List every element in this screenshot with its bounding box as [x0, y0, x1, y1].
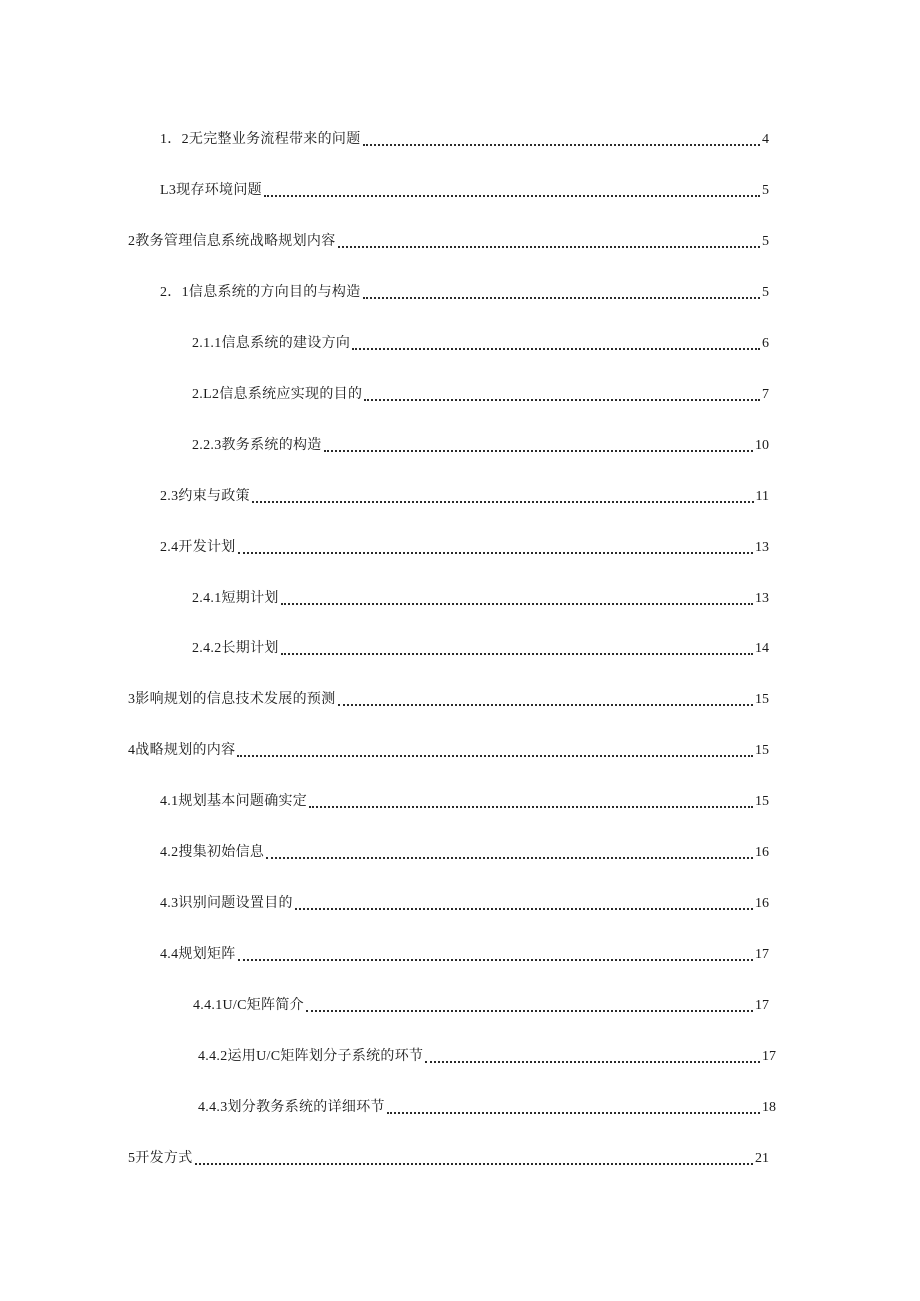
dot-leader — [306, 998, 753, 1012]
dot-leader — [237, 743, 753, 757]
toc-entry-title: 3影响规划的信息技术发展的预测 — [128, 692, 336, 707]
toc-entry-title: 2教务管理信息系统战略规划内容 — [128, 234, 336, 249]
toc-entry[interactable] — [198, 1041, 776, 1067]
dot-leader — [363, 132, 761, 146]
dot-leader — [309, 794, 753, 808]
dot-leader — [295, 896, 753, 910]
toc-entry[interactable] — [160, 786, 769, 812]
toc-entry-page: 13 — [755, 591, 769, 606]
dot-leader — [281, 591, 753, 605]
toc-entry[interactable] — [160, 837, 769, 863]
dot-leader — [425, 1049, 760, 1063]
toc-entry-title: 1．2无完整业务流程带来的问题 — [160, 132, 361, 147]
dot-leader — [238, 947, 753, 961]
toc-entry-page: 16 — [755, 896, 769, 911]
toc-entry-page: 7 — [762, 387, 769, 402]
toc-entry-page: 4 — [762, 132, 769, 147]
toc-entry-page: 15 — [755, 794, 769, 809]
toc-entry[interactable] — [160, 532, 769, 558]
toc-entry-title: 2.2.3教务系统的构造 — [192, 438, 322, 453]
toc-entry-page: 21 — [755, 1151, 769, 1166]
toc-entry[interactable] — [192, 633, 769, 659]
toc-entry[interactable] — [198, 1092, 776, 1118]
toc-entry-page: 16 — [755, 845, 769, 860]
toc-entry[interactable] — [160, 939, 769, 965]
toc-entry-page: 15 — [755, 692, 769, 707]
dot-leader — [238, 540, 753, 554]
toc-entry-title: 2.1.1信息系统的建设方向 — [192, 336, 351, 351]
toc-entry-title: 4.4.1U/C矩阵简介 — [193, 998, 304, 1013]
toc-entry-title: 4.4.2运用U/C矩阵划分子系统的环节 — [198, 1049, 424, 1064]
toc-entry-page: 13 — [755, 540, 769, 555]
toc-entry-page: 11 — [755, 489, 769, 504]
toc-entry-page: 5 — [762, 285, 769, 300]
dot-leader — [195, 1151, 754, 1165]
toc-entry-title: 2.4开发计划 — [160, 540, 236, 555]
toc-entry-title: L3现存环境问题 — [160, 183, 262, 198]
dot-leader — [324, 438, 753, 452]
toc-entry[interactable] — [160, 888, 769, 914]
toc-entry[interactable] — [193, 990, 769, 1016]
toc-entry-page: 15 — [755, 743, 769, 758]
toc-entry[interactable] — [192, 379, 769, 405]
toc-entry-title: 2．1信息系统的方向目的与构造 — [160, 285, 361, 300]
toc-entry[interactable] — [160, 175, 769, 201]
toc-entry[interactable] — [128, 735, 769, 761]
toc-entry-page: 18 — [762, 1100, 776, 1115]
toc-entry-title: 4.2搜集初始信息 — [160, 845, 265, 860]
toc-entry[interactable] — [160, 481, 769, 507]
toc-entry-page: 17 — [762, 1049, 776, 1064]
toc-entry[interactable] — [192, 583, 769, 609]
toc-entry[interactable] — [128, 684, 769, 710]
toc-entry[interactable] — [160, 124, 769, 150]
toc-entry[interactable] — [192, 328, 769, 354]
toc-entry-title: 2.3约束与政策 — [160, 489, 250, 504]
toc-entry[interactable] — [160, 277, 769, 303]
toc-entry-title: 4.4规划矩阵 — [160, 947, 236, 962]
dot-leader — [264, 183, 760, 197]
toc-entry-page: 17 — [755, 947, 769, 962]
toc-entry-page: 6 — [762, 336, 769, 351]
dot-leader — [338, 234, 761, 248]
toc-entry-title: 4战略规划的内容 — [128, 743, 236, 758]
dot-leader — [352, 336, 760, 350]
toc-entry-title: 4.1规划基本问题确实定 — [160, 794, 308, 809]
dot-leader — [252, 489, 754, 503]
toc-entry-page: 10 — [755, 438, 769, 453]
toc-entry-page: 17 — [755, 998, 769, 1013]
dot-leader — [281, 641, 753, 655]
toc-entry-title: 2.4.2长期计划 — [192, 641, 279, 656]
toc-entry-title: 2.4.1短期计划 — [192, 591, 279, 606]
dot-leader — [364, 387, 760, 401]
toc-entry-page: 14 — [755, 641, 769, 656]
toc-entry[interactable] — [128, 1143, 769, 1169]
toc-entry-title: 4.3识别问题设置目的 — [160, 896, 293, 911]
toc-entry[interactable] — [192, 430, 769, 456]
toc-entry-page: 5 — [762, 183, 769, 198]
dot-leader — [363, 285, 761, 299]
dot-leader — [338, 692, 754, 706]
toc-entry[interactable] — [128, 226, 769, 252]
dot-leader — [387, 1100, 760, 1114]
toc-entry-title: 4.4.3划分教务系统的详细环节 — [198, 1100, 385, 1115]
toc-entry-title: 2.L2信息系统应实现的目的 — [192, 387, 363, 402]
toc-entry-title: 5开发方式 — [128, 1151, 193, 1166]
toc-entry-page: 5 — [762, 234, 769, 249]
dot-leader — [266, 845, 753, 859]
